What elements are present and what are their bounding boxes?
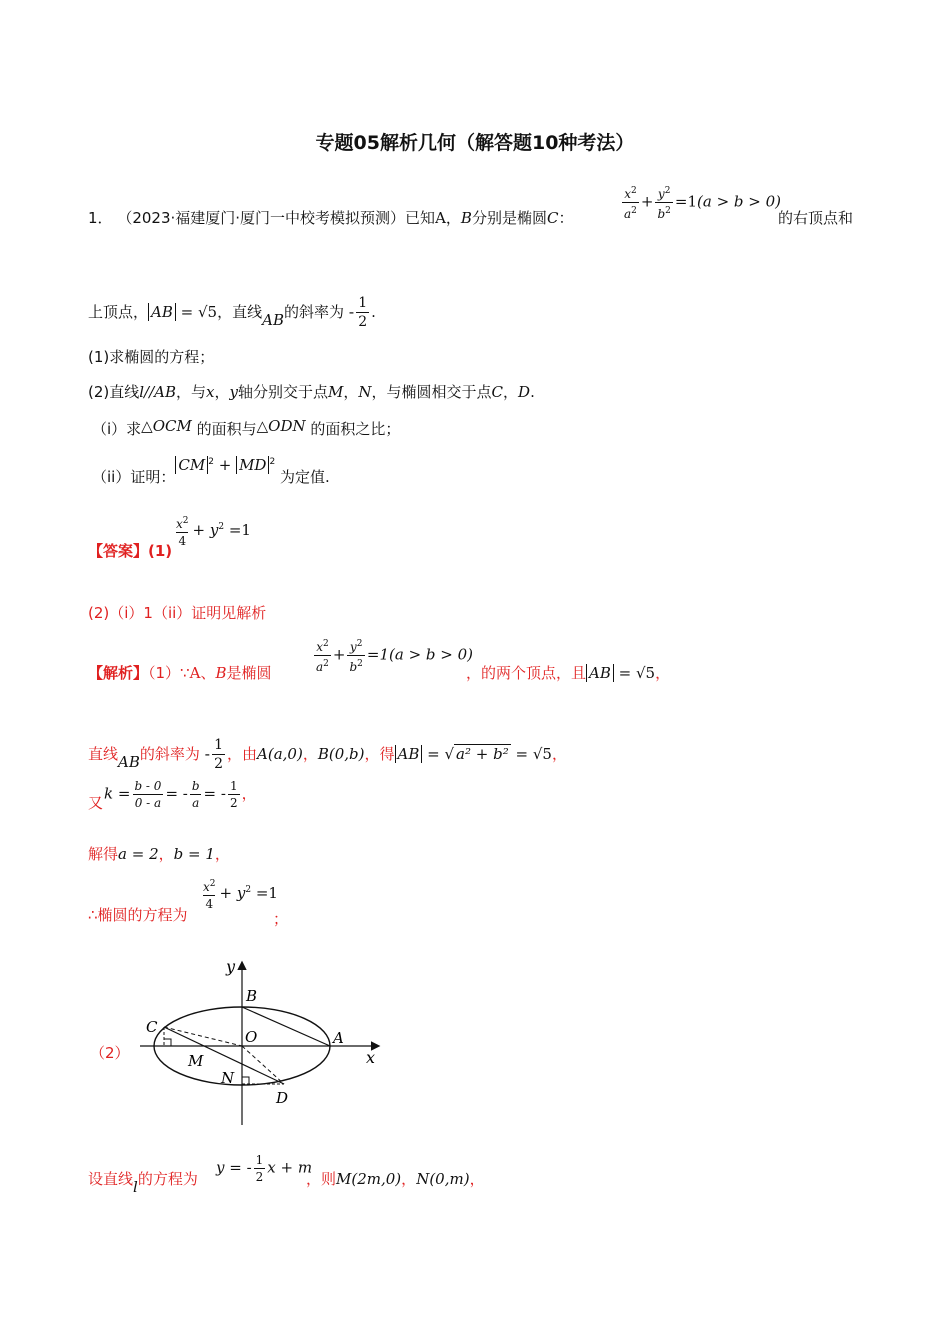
text: + <box>218 456 232 474</box>
text: 2 <box>214 756 224 772</box>
text: (a > b > 0) <box>697 192 782 211</box>
text: C <box>491 383 504 401</box>
analysis-label: 【解析】 <box>88 664 149 682</box>
text: △ODN <box>256 417 306 435</box>
text: ， <box>469 1170 485 1188</box>
analysis-line-3 <box>88 792 103 813</box>
text: a <box>192 796 200 810</box>
text: M(2m,0) <box>336 1170 402 1188</box>
text: △OCM <box>141 417 192 435</box>
text: ，与 <box>176 383 207 401</box>
text: 1 <box>255 1153 264 1167</box>
text: x <box>176 517 183 531</box>
answer-equation: $\frac{x^2}{4}$ + $y^2 =1$ <box>176 516 251 548</box>
text: ， <box>503 383 519 401</box>
text: ， <box>655 664 671 682</box>
text: a <box>316 660 324 674</box>
text: ，则 <box>306 1170 337 1188</box>
text: AB <box>395 745 423 763</box>
text: ， <box>158 845 174 863</box>
text: 0 - a <box>134 796 162 810</box>
analysis-line-5 <box>88 904 188 925</box>
question-2-i <box>92 418 400 439</box>
ellipse-equation: $\frac{x^2}{a^2}$ + $\frac{y^2}{b^2}$ =1(a > b > 0) <box>624 186 782 221</box>
text: M <box>328 383 344 401</box>
text: ，直线 <box>217 303 263 321</box>
text: ， <box>343 383 359 401</box>
text: =1 <box>228 521 251 539</box>
text: (2)直线 <box>88 383 140 401</box>
text: AB <box>586 664 614 682</box>
part-2-label: （2） <box>90 1044 130 1062</box>
right-angle-d <box>242 1077 249 1084</box>
segment-od <box>242 1046 284 1084</box>
text: x <box>316 640 323 654</box>
text: AB <box>118 753 140 771</box>
page-title: 专题05解析几何（解答题10种考法） <box>315 132 635 154</box>
text: = √5 <box>180 303 218 321</box>
text: （i）求 <box>92 420 142 438</box>
text: ， <box>214 845 230 863</box>
text: + y <box>192 521 219 539</box>
text: y <box>349 640 357 654</box>
text: ； <box>273 910 289 928</box>
text: A <box>189 664 201 682</box>
question-1: (1)求椭圆的方程； <box>88 348 215 366</box>
text: x + m <box>267 1158 313 1177</box>
text: 的面积之比； <box>310 420 401 438</box>
label-c: C <box>146 1018 158 1036</box>
text: 又 <box>88 794 104 812</box>
text: ， <box>302 745 318 763</box>
text: = √5 <box>515 745 552 763</box>
text: 解得 <box>88 845 119 863</box>
analysis-line-6 <box>88 1168 198 1196</box>
problem-line-1 <box>88 207 573 228</box>
text: b <box>349 660 358 674</box>
label-x: x <box>366 1048 376 1067</box>
problem-line-2 <box>88 294 376 331</box>
text: b <box>191 779 200 793</box>
text: B <box>215 664 227 682</box>
text: 1 <box>229 779 238 793</box>
text: =1 <box>674 192 698 211</box>
text: b - 0 <box>134 779 162 793</box>
label-d: D <box>276 1089 289 1107</box>
text: AB <box>148 303 176 321</box>
line-l-equation <box>216 1152 312 1185</box>
point-b: B <box>460 209 472 227</box>
text: 上顶点， <box>88 303 149 321</box>
text: ， <box>551 745 567 763</box>
text: N <box>358 383 372 401</box>
text: ： <box>558 209 574 227</box>
text: 是椭圆 <box>226 664 272 682</box>
text: 1 <box>358 295 368 311</box>
answer-label: 【答案】 <box>88 542 149 560</box>
label-b: B <box>246 987 258 1005</box>
question-2-ii: （ii）证明：CM $^2$ + MD $^2$ 为定值. <box>92 456 330 486</box>
text: 的斜率为 <box>283 303 344 321</box>
text: CM <box>175 456 208 474</box>
text: 4 <box>205 897 214 911</box>
text: （1）∵ <box>148 664 190 682</box>
label-n: N <box>221 1069 235 1087</box>
text: 、 <box>200 664 216 682</box>
text: 2 <box>255 1170 264 1184</box>
analysis-line-4 <box>88 843 230 864</box>
text: B(0,b) <box>317 745 365 763</box>
text: ，得 <box>364 745 395 763</box>
text: a² + b² <box>456 745 509 763</box>
ellipse-figure <box>140 955 390 1125</box>
text: AB <box>262 311 284 329</box>
text: - <box>204 745 211 763</box>
text: = √5 <box>618 664 656 682</box>
text: x <box>203 880 210 894</box>
text: 的面积与 <box>196 420 257 438</box>
text: k <box>104 784 114 803</box>
slope-equation: k = $\frac{b - 0}{0 - a}$ = - $\frac{b}{a}$ = - $\frac{1}{2}$ ， <box>104 779 257 810</box>
text: 的右顶点和 <box>778 209 854 227</box>
text: y <box>229 383 238 401</box>
problem-number: 1． <box>88 209 113 227</box>
label-a: A <box>333 1029 344 1047</box>
text: N(0,m) <box>416 1170 470 1188</box>
label-m: M <box>188 1052 204 1070</box>
text: =1 <box>255 884 278 902</box>
text: ， <box>445 209 461 227</box>
analysis-line-2: 直线AB的斜率为 - $\frac{1}{2}$ ，由A(a,0)，B(0,b)，得 AB = √ a² + b² = √5， <box>88 737 567 772</box>
text: =1(a > b > 0) <box>366 645 474 664</box>
text: - <box>348 303 355 321</box>
problem-source: （2023·福建厦门·厦门一中校考模拟预测） <box>117 209 406 227</box>
ellipse-result-eq: $\frac{x^2}{4}$ + $y^2 =1$ <box>203 879 278 911</box>
text: y <box>657 187 665 201</box>
question-2 <box>88 381 535 402</box>
text: l//AB <box>139 383 177 401</box>
text: D <box>518 383 531 401</box>
text: （ii）证明： <box>92 468 176 486</box>
text: ，的两个顶点，且 <box>466 664 587 682</box>
text: + y <box>219 884 246 902</box>
text: (1) <box>148 542 173 560</box>
text: b = 1 <box>173 845 215 863</box>
label-o: O <box>245 1028 258 1046</box>
right-angle-c <box>164 1039 171 1046</box>
text: 1 <box>214 737 224 753</box>
text: 的方程为 <box>137 1170 198 1188</box>
text: A(a,0) <box>257 745 303 763</box>
text: 4 <box>178 534 187 548</box>
text: 直线 <box>88 745 119 763</box>
text: ∴椭圆的方程为 <box>88 906 188 924</box>
segment-oc <box>164 1027 242 1046</box>
text: ， <box>401 1170 417 1188</box>
label-y: y <box>226 957 236 976</box>
text: x <box>624 187 631 201</box>
text: 设直线 <box>88 1170 134 1188</box>
ellipse-c: C <box>546 209 559 227</box>
text: 2 <box>229 796 238 810</box>
answer-line-2: (2)（i）1（ii）证明见解析 <box>88 604 267 622</box>
point-a: A <box>435 209 446 227</box>
analysis-line-1 <box>88 662 272 683</box>
text: b <box>657 207 666 221</box>
text: l <box>133 1178 138 1196</box>
text: 为定值. <box>279 468 330 486</box>
text: 分别是椭圆 <box>471 209 547 227</box>
text: = - <box>165 784 188 803</box>
text: a <box>624 207 632 221</box>
text: 轴分别交于点 <box>238 383 329 401</box>
text: ， <box>214 383 230 401</box>
answer-line-1 <box>88 540 172 561</box>
analysis-ellipse-eq: $\frac{x^2}{a^2}$ + $\frac{y^2}{b^2}$ =1(a > b > 0) <box>316 639 474 674</box>
text: ，与椭圆相交于点 <box>371 383 492 401</box>
text: MD <box>236 456 269 474</box>
text: ， <box>241 784 257 803</box>
text: . <box>371 303 376 321</box>
text: a = 2 <box>118 845 159 863</box>
text: ，由 <box>227 745 258 763</box>
text: 的斜率为 <box>139 745 200 763</box>
text: y = - <box>216 1158 252 1177</box>
text: = - <box>203 784 226 803</box>
text: . <box>530 383 535 401</box>
text: 已知 <box>405 209 436 227</box>
text: x <box>206 383 215 401</box>
analysis-line-1b <box>466 662 670 683</box>
analysis-line-6b <box>306 1168 485 1189</box>
text: 2 <box>358 314 368 330</box>
